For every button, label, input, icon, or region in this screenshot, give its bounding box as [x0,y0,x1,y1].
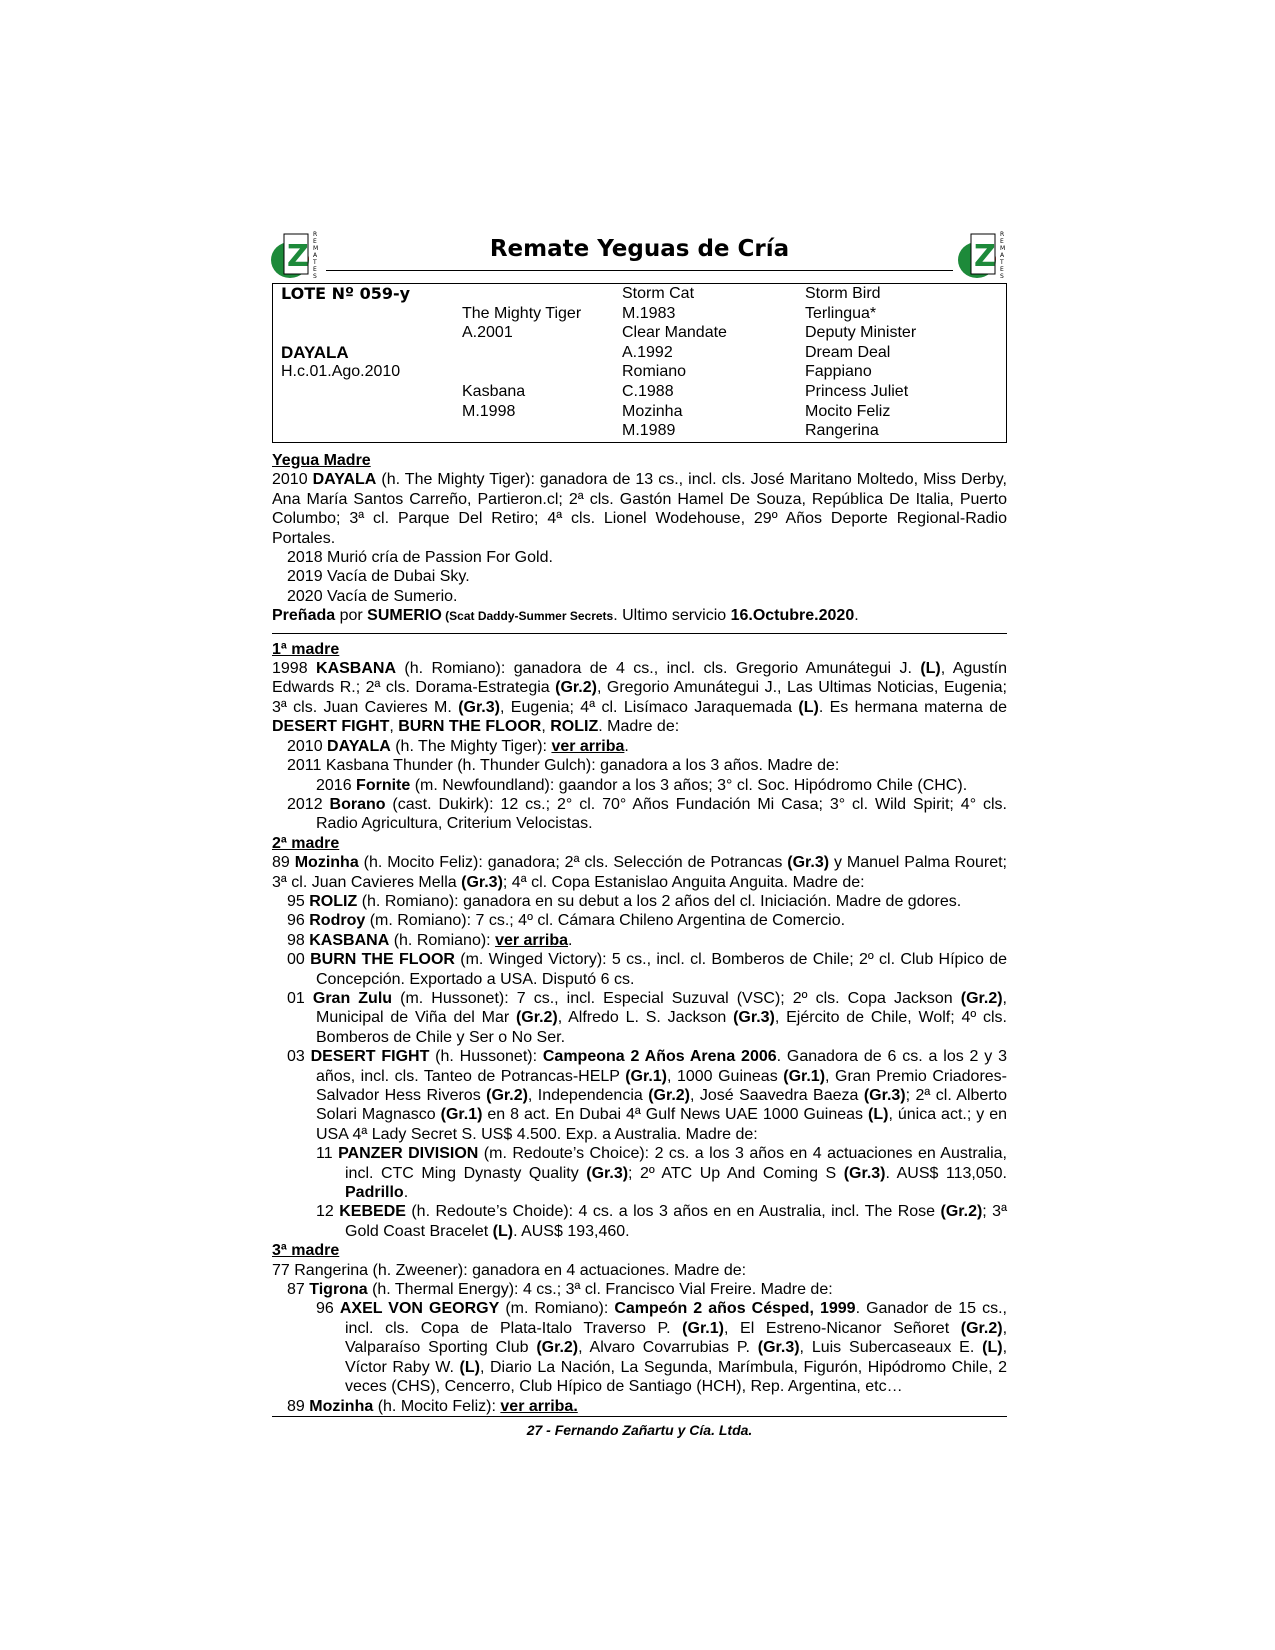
section-heading: Yegua Madre [272,452,371,469]
svg-text:S: S [313,273,317,280]
offspring-entry: 2012 Borano (cast. Dukirk): 12 cs.; 2° cl. 70° Años Fundación Mi Casa; 3° cl. Wild Spirit; 4° cls. Radio Agricultura, Criterium Velocistas. [287,795,1008,833]
svg-text:Z: Z [287,239,309,274]
pedigree-cell: Storm Bird [805,285,881,302]
section-madre-2 [272,834,1007,1242]
pedigree-cell: Princess Juliet [805,382,909,400]
pedigree-col-great-grandparents [805,284,916,441]
sire-name: The Mighty Tiger [462,304,582,322]
breeding-record: 2018 Murió cría de Passion For Gold. [287,549,553,567]
pedigree-cell: Romiano [622,363,687,381]
svg-text:T: T [1000,259,1004,266]
section-heading: 3ª madre [272,1242,340,1260]
header-rule [326,270,953,271]
pedigree-cell: C.1988 [622,382,674,400]
section-madre-1 [272,640,1007,834]
page-footer: 27 - Fernando Zañartu y Cía. Ltda. [526,1422,753,1438]
dam-name: Kasbana [462,382,526,400]
horse-name: DAYALA [281,342,349,362]
pedigree-cell: Dream Deal [805,343,891,361]
remates-logo-right [957,228,1009,280]
lot-number: LOTE Nº 059-y [281,284,411,303]
breeding-record: 2019 Vacía de Dubai Sky. [287,568,470,586]
header [272,224,1007,280]
section-yegua-madre [272,451,1007,627]
svg-text:E: E [313,266,317,273]
svg-text:R: R [313,231,318,238]
pedigree-cell: Fappiano [805,363,872,381]
pedigree-cell: Storm Cat [622,285,695,302]
offspring-entry: 2010 DAYALA (h. The Mighty Tiger): ver arriba. [287,737,629,755]
section-heading: 2ª madre [272,834,340,852]
sire-info: A.2001 [462,324,513,342]
paragraph: 89 Mozinha (h. Mocito Feliz): ganadora; 2ª cls. Selección de Potrancas (Gr.3) y Manuel Palma Rouret; 3ª cl. Juan Cavieres Mella (Gr.3); 4ª cl. Copa Estanislao Anguita Anguita. Madre de: [272,854,1007,891]
pedigree-cell: M.1983 [622,304,676,322]
section-divider [272,633,1007,634]
svg-text:M: M [1000,245,1006,252]
pedigree-col-horse [281,284,410,382]
document-page [272,224,1007,1416]
section-madre-3 [272,1241,1007,1416]
pedigree-col-grandparents [622,284,727,441]
svg-text:T: T [313,259,317,266]
pedigree-cell: Clear Mandate [622,324,727,342]
svg-text:R: R [1000,231,1005,238]
pedigree-cell: Mozinha [622,402,683,420]
breeding-record: 2020 Vacía de Sumerio. [287,587,458,605]
pedigree-cell: Terlingua* [805,304,877,322]
offspring-entry: 95 ROLIZ (h. Romiano): ganadora en su debut a los 2 años del cl. Iniciación. Madre de gdores. [287,892,962,910]
svg-text:E: E [313,238,317,245]
pregnancy-status: Preñada por SUMERIO (Scat Daddy-Summer Secrets. Ultimo servicio 16.Octubre.2020. [272,607,859,625]
offspring-entry: 11 PANZER DIVISION (m. Redoute’s Choice): 2 cs. a los 3 años en 4 actuaciones en Australia, incl. CTC Ming Dynasty Quality (Gr.3); 2º ATC Up And Coming S (Gr.3). AUS$ 113,050. Padrillo. [316,1145,1008,1202]
section-heading: 1ª madre [272,640,340,658]
pedigree-col-parents [462,284,581,421]
pedigree-cell: Rangerina [805,422,879,440]
svg-text:E: E [1000,266,1004,273]
svg-text:E: E [1000,238,1004,245]
pedigree-cell: A.1992 [622,343,673,361]
svg-text:S: S [1000,273,1004,280]
offspring-entry: 03 DESERT FIGHT (h. Hussonet): Campeona 2 Años Arena 2006. Ganadora de 6 cs. a los 2 y 3 años, incl. cls. Tanteo de Potrancas-HELP (Gr.1), 1000 Guineas (Gr.1), Gran Premio Criadores-Salvador Hess Riveros (Gr.2), Independencia (Gr.2), José Saavedra Baeza (Gr.3); 2ª cl. Alberto Solari Magnasco (Gr.1) en 8 act. En Dubai 4ª Gulf News UAE 1000 Guineas (L), única act.; y en USA 4ª Lady Secret S. US$ 4.500. Exp. a Australia. Madre de: [287,1048,1008,1143]
svg-text:A: A [1000,252,1005,259]
offspring-entry: 12 KEBEDE (h. Redoute’s Choide): 4 cs. a los 3 años en en Australia, incl. The Rose (Gr.2); 3ª Gold Coast Bracelet (L). AUS$ 193,460. [316,1203,1007,1240]
paragraph: 77 Rangerina (h. Zweener): ganadora en 4 actuaciones. Madre de: [272,1261,747,1279]
paragraph: 2010 DAYALA (h. The Mighty Tiger): ganadora de 13 cs., incl. cls. José Maritano Moltedo, Miss Derby, Ana María Santos Carreño, Partieron.cl; 2ª cls. Gastón Hamel De Souza, República De Italia, Puerto Columbo; 3ª cl. Parque Del Retiro; 4ª cls. Lionel Wodehouse, 29º Años Deporte Regional-Radio Portales. [272,471,1007,547]
offspring-entry: 2011 Kasbana Thunder (h. Thunder Gulch): ganadora a los 3 años. Madre de: [287,757,840,775]
offspring-entry: 87 Tigrona (h. Thermal Energy): 4 cs.; 3ª cl. Francisco Vial Freire. Madre de: [287,1281,833,1299]
pedigree-cell: Deputy Minister [805,324,917,342]
offspring-entry: 98 KASBANA (h. Romiano): ver arriba. [287,931,573,949]
offspring-entry: 00 BURN THE FLOOR (m. Winged Victory): 5 cs., incl. cl. Bomberos de Chile; 2º cl. Club Hípico de Concepción. Exportado a USA. Disputó 6 cs. [287,951,1007,988]
page-title: Remate Yeguas de Cría [489,236,790,262]
footer-rule [272,1416,1007,1417]
svg-text:Z: Z [974,239,996,274]
dam-info: M.1998 [462,402,516,420]
paragraph: 1998 KASBANA (h. Romiano): ganadora de 4 cs., incl. cls. Gregorio Amunátegui J. (L), Agustín Edwards R.; 2ª cls. Dorama-Estrategia (Gr.2), Gregorio Amunátegui J., Las Ultimas Noticias, Eugenia; 3ª cls. Juan Cavieres M. (Gr.3), Eugenia; 4ª cl. Lisímaco Jaraquemada (L). Es hermana materna de DESERT FIGHT, BURN THE FLOOR, ROLIZ. Madre de: [272,660,1008,736]
offspring-entry: 96 Rodroy (m. Romiano): 7 cs.; 4º cl. Cámara Chileno Argentina de Comercio. [287,912,846,930]
offspring-entry: 01 Gran Zulu (m. Hussonet): 7 cs., incl. Especial Suzuval (VSC); 2º cls. Copa Jackson (Gr.2), Municipal de Viña del Mar (Gr.2), Alfredo L. S. Jackson (Gr.3), Ejército de Chile, Wolf; 4º cls. Bomberos de Chile y Ser o No Ser. [287,989,1007,1046]
pedigree-table [272,283,1007,443]
offspring-entry: 89 Mozinha (h. Mocito Feliz): ver arriba. [287,1397,578,1415]
pedigree-cell: M.1989 [622,422,676,440]
horse-birth: H.c.01.Ago.2010 [281,363,401,381]
offspring-entry: 2016 Fornite (m. Newfoundland): gaandor a los 3 años; 3° cl. Soc. Hipódromo Chile (CHC). [316,776,968,794]
pedigree-cell: Mocito Feliz [805,402,891,420]
offspring-entry: 96 AXEL VON GEORGY (m. Romiano): Campeón 2 años Césped, 1999. Ganador de 15 cs., incl. cls. Copa de Plata-Italo Traverso P. (Gr.1), El Estreno-Nicanor Señoret (Gr.2), Valparaíso Sporting Club (Gr.2), Alvaro Covarrubias P. (Gr.3), Luis Subercaseaux E. (L), Víctor Raby W. (L), Diario La Nación, La Segunda, Marímbula, Figurón, Hipódromo Chile, 2 veces (CHS), Cencerro, Club Hípico de Santiago (HCH), Rep. Argentina, etc… [316,1300,1008,1396]
svg-text:M: M [313,245,319,252]
svg-text:A: A [313,252,318,259]
